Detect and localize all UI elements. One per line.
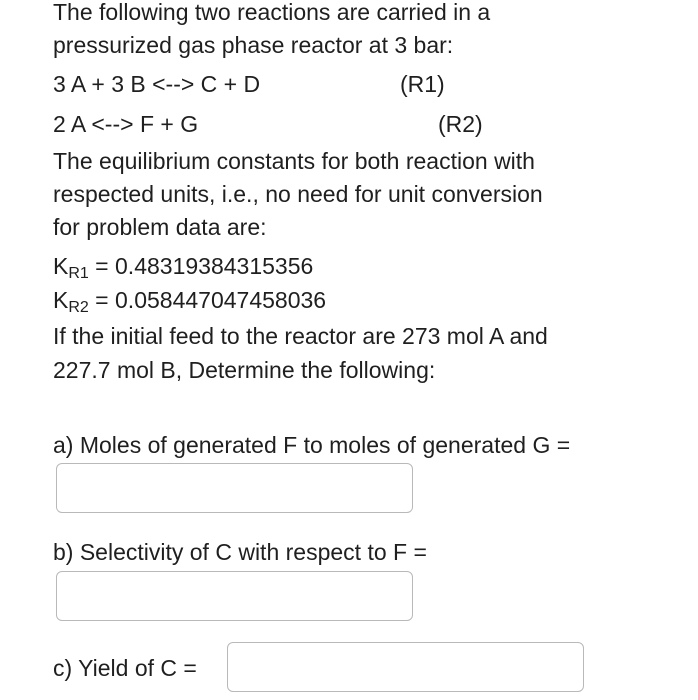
answer-a-input[interactable] <box>56 463 413 513</box>
feed-line-1: If the initial feed to the reactor are 273 mol A and <box>53 323 548 349</box>
constants-intro-line-2: respected units, i.e., no need for unit conversion <box>53 181 543 207</box>
answer-c-input[interactable] <box>227 642 584 692</box>
constant-kr2-value: = 0.058447047458036 <box>88 287 327 313</box>
reaction-r1-equation: 3 A + 3 B <--> C + D <box>53 71 261 97</box>
reaction-r2-equation: 2 A <--> F + G <box>53 111 199 137</box>
constant-kr1-subscript: R1 <box>68 265 89 282</box>
constants-intro-line-1: The equilibrium constants for both reaction with <box>53 148 535 174</box>
constant-kr2-subscript: R2 <box>68 299 89 316</box>
question-c-label: c) Yield of C = <box>53 655 197 681</box>
reaction-r2-tag: (R2) <box>438 111 483 137</box>
question-b-label: b) Selectivity of C with respect to F = <box>53 539 427 565</box>
constants-intro-line-3: for problem data are: <box>53 214 267 240</box>
constant-kr1-value: = 0.48319384315356 <box>88 253 314 279</box>
intro-line-1: The following two reactions are carried in a <box>53 0 491 25</box>
constant-kr2-symbol: K <box>53 287 69 313</box>
constant-kr2 <box>53 285 326 315</box>
reaction-r1-tag: (R1) <box>400 71 445 97</box>
constant-kr1 <box>53 251 313 281</box>
constant-kr1-symbol: K <box>53 253 69 279</box>
question-a-label: a) Moles of generated F to moles of generated G = <box>53 432 571 458</box>
intro-line-2: pressurized gas phase reactor at 3 bar: <box>53 32 454 58</box>
answer-b-input[interactable] <box>56 571 413 621</box>
feed-line-2: 227.7 mol B, Determine the following: <box>53 357 436 383</box>
